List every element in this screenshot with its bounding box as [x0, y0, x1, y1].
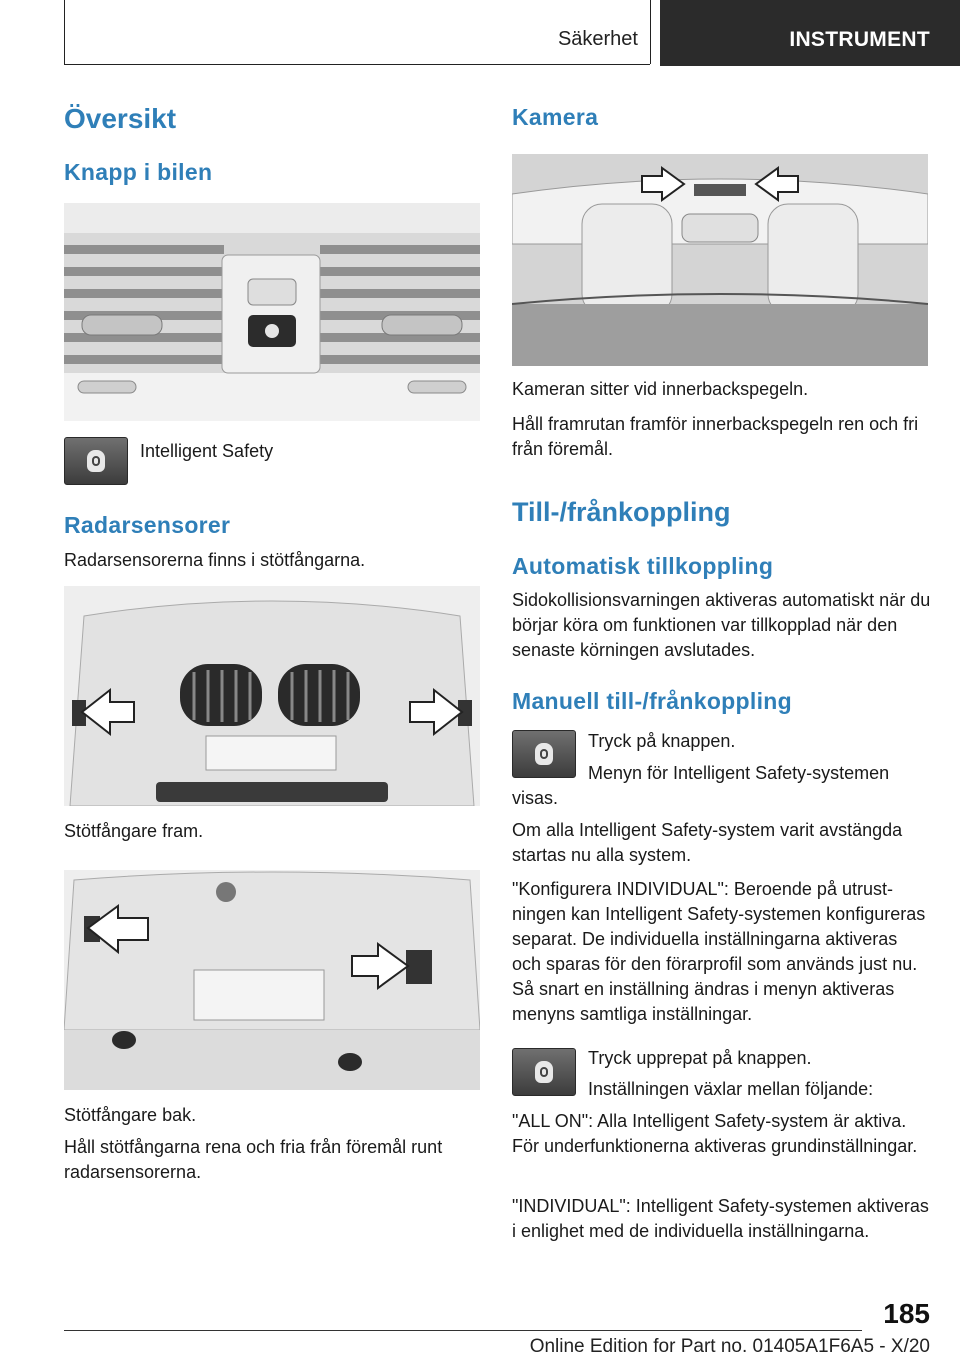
- front-bumper-photo: [64, 586, 480, 806]
- header-rule-bottom: [64, 64, 650, 65]
- intelligent-safety-button-icon-step1: [512, 730, 576, 778]
- front-bumper-illustration: [64, 586, 480, 806]
- step2-result: Inställningen växlar mellan följande:: [588, 1079, 874, 1099]
- edition-text: Online Edition for Part no. 01405A1F6A5 - X/20: [529, 1336, 930, 1357]
- rear-bumper-caption: Stötfångare bak.: [64, 1105, 197, 1125]
- configure-individual-text: "Konfigurera INDIVIDUAL": Beroende på utrustningen kan Intelligent Safety-systemen konfigureras separat. De individuella inställningarna aktiveras och sparas för den förarprofil som används just nu. Så snart en inställning ändras i menyn aktiveras menyns samtliga inställningar.: [512, 879, 926, 1024]
- rear-bumper-illustration: [64, 870, 480, 1090]
- individual-text: "INDIVIDUAL": Intelligent Safety-systemen aktiveras i enlighet med de individuella inställningarna.: [512, 1196, 929, 1241]
- header-rule-left: [64, 0, 65, 64]
- intelligent-safety-button-icon: [64, 437, 128, 485]
- auto-text: Sidokollisionsvarningen aktiveras automatiskt när du börjar köra om funktionen var tillkopplad när den senaste körningen avslutades.: [512, 590, 931, 660]
- step1-result: Menyn för Intelligent Safety-systemen: [588, 763, 890, 783]
- step1-result-cont: visas.: [512, 788, 559, 808]
- camera-photo: [512, 154, 928, 366]
- car-interior-illustration: [512, 154, 928, 366]
- button-photo: [64, 203, 480, 421]
- button-caption: Intelligent Safety: [140, 441, 274, 461]
- camera-heading: Kamera: [512, 104, 599, 130]
- auto-heading: Automatisk tillkoppling: [512, 553, 774, 579]
- chapter-tab-label: INSTRUMENT: [789, 28, 930, 51]
- header-rule-mid: [650, 0, 651, 64]
- button-heading: Knapp i bilen: [64, 159, 213, 185]
- radar-heading: Radarsensorer: [64, 512, 231, 538]
- all-on-text: "ALL ON": Alla Intelligent Safety-system är aktiva. För underfunktionerna aktiveras grundinställningar.: [512, 1111, 918, 1156]
- page-title: Översikt: [64, 103, 177, 134]
- intelligent-safety-button-icon-step2: [512, 1048, 576, 1096]
- radar-text: Radarsensorerna finns i stötfångarna.: [64, 550, 366, 570]
- page-number: 185: [883, 1298, 930, 1329]
- chapter-tab: [660, 0, 960, 66]
- step1-instruction: Tryck på knappen.: [588, 731, 736, 751]
- step2-instruction: Tryck upprepat på knappen.: [588, 1048, 812, 1068]
- section-label: Säkerhet: [557, 28, 638, 50]
- keep-clean-text: Håll stötfångarna rena och fria från föremål runt radarsensorerna.: [64, 1137, 443, 1182]
- air-vent-illustration: [64, 203, 480, 421]
- rear-bumper-photo: [64, 870, 480, 1090]
- footer-rule: [64, 1330, 862, 1331]
- front-bumper-caption: Stötfångare fram.: [64, 821, 204, 841]
- toggle-heading: Till-/frånkoppling: [512, 497, 731, 527]
- manual-heading: Manuell till-/frånkoppling: [512, 688, 792, 714]
- all-off-text: Om alla Intelligent Safety-system varit avstängda startas nu alla system.: [512, 820, 903, 865]
- camera-text-2: Håll framrutan framför innerbackspegeln ren och fri från föremål.: [512, 414, 919, 459]
- camera-text-1: Kameran sitter vid innerbackspegeln.: [512, 379, 809, 399]
